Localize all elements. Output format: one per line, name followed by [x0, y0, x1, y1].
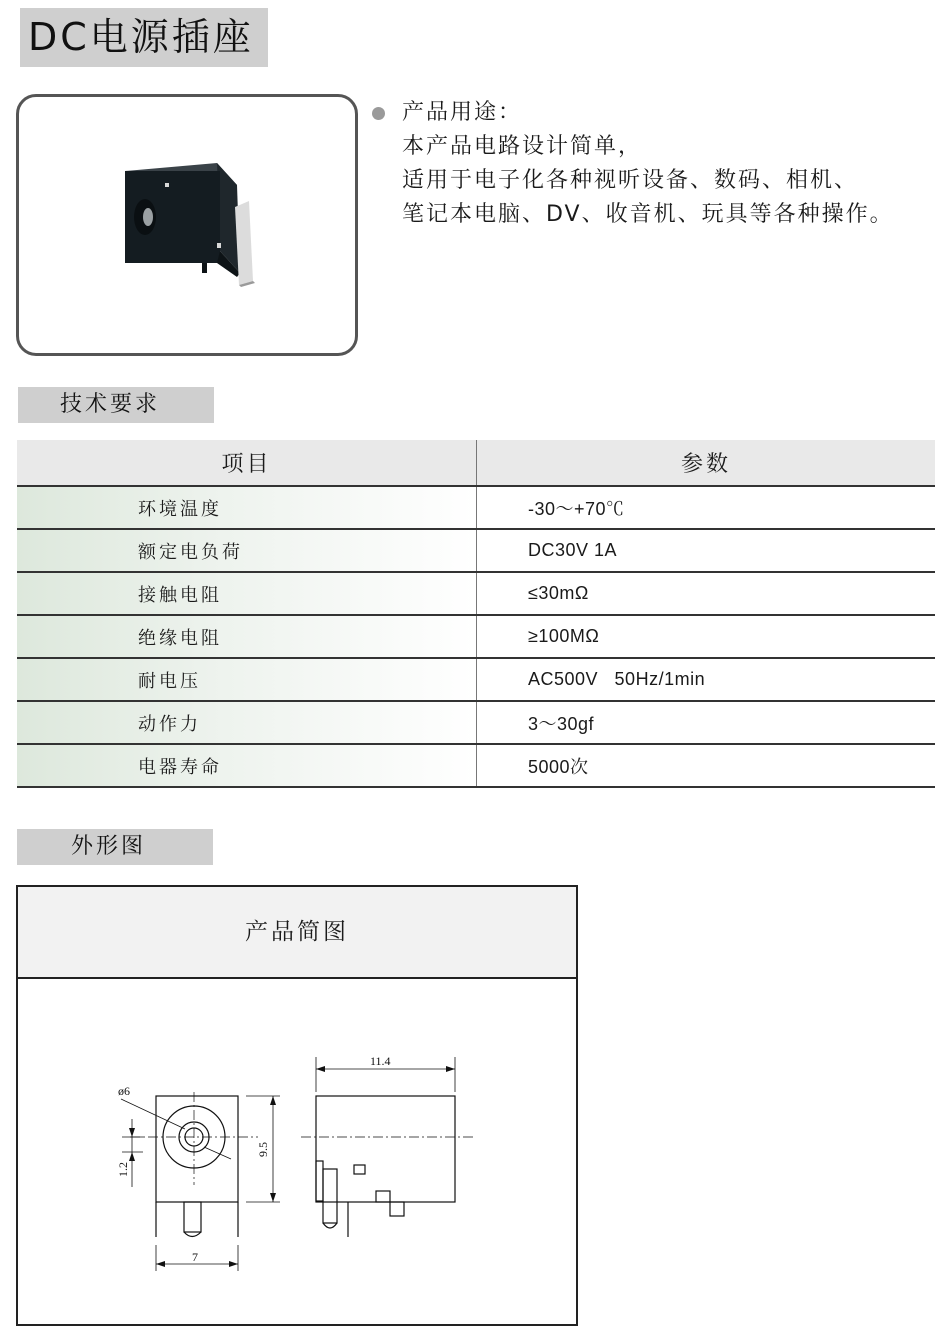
usage-line: 适用于电子化各种视听设备、数码、相机、	[402, 168, 859, 193]
drawing-title: 产品简图	[18, 887, 576, 979]
spec-name: 动作力	[17, 701, 477, 744]
bullet-icon	[372, 107, 385, 120]
spec-value: ≤30mΩ	[477, 572, 936, 615]
table-row	[17, 744, 935, 787]
usage-line: 本产品电路设计简单，	[402, 134, 643, 159]
table-row	[17, 572, 935, 615]
column-header-param: 参数	[477, 440, 936, 486]
spec-table	[17, 440, 935, 788]
technical-drawing	[18, 979, 576, 1326]
table-row	[17, 701, 935, 744]
spec-name: 耐电压	[17, 658, 477, 701]
usage-line: 笔记本电脑、DV、收音机、玩具等各种操作。	[402, 202, 894, 227]
spec-name: 额定电负荷	[17, 529, 477, 572]
product-usage	[372, 96, 894, 232]
table-row	[17, 658, 935, 701]
spec-value: AC500V 50Hz/1min	[477, 658, 936, 701]
table-row	[17, 529, 935, 572]
spec-name: 绝缘电阻	[17, 615, 477, 658]
dc-jack-illustration	[19, 97, 355, 353]
table-header-row	[17, 440, 935, 486]
front-view-body	[156, 1096, 238, 1202]
dimension-width: 7	[192, 1250, 198, 1264]
tech-requirements-heading: 技术要求	[18, 387, 214, 423]
product-photo	[16, 94, 358, 356]
spec-value: 3～30gf	[477, 701, 936, 744]
dimension-offset: 1.2	[116, 1162, 130, 1177]
spec-value: DC30V 1A	[477, 529, 936, 572]
spec-value: -30～+70℃	[477, 486, 936, 529]
page-title: DC电源插座	[20, 8, 268, 67]
spec-value: ≥100MΩ	[477, 615, 936, 658]
table-row	[17, 486, 935, 529]
spec-name: 接触电阻	[17, 572, 477, 615]
spec-name: 环境温度	[17, 486, 477, 529]
column-header-item: 项目	[17, 440, 477, 486]
table-row	[17, 615, 935, 658]
dimension-height: 9.5	[256, 1142, 270, 1157]
dimension-diameter: ø6	[118, 1084, 130, 1098]
usage-heading: 产品用途：	[402, 100, 523, 125]
outline-drawing-box	[16, 885, 578, 1326]
spec-value: 5000次	[477, 744, 936, 787]
outline-heading: 外形图	[17, 829, 213, 865]
spec-name: 电器寿命	[17, 744, 477, 787]
dimension-length: 11.4	[370, 1054, 391, 1068]
